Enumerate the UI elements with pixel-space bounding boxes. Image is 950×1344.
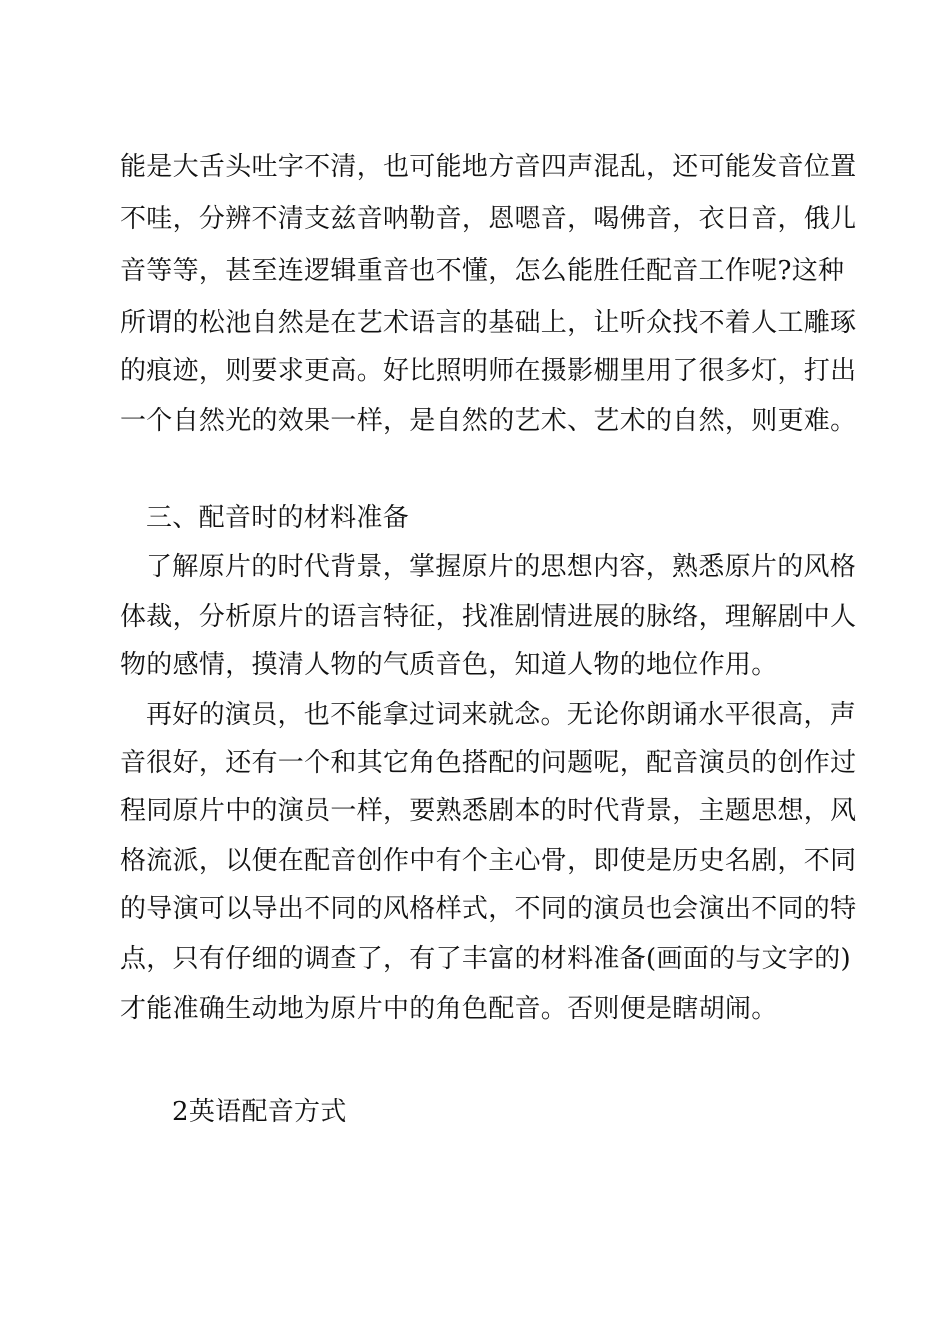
paragraph-3-line-6: 点，只有仔细的调查了，有了丰富的材料准备(画面的与文字的) bbox=[120, 944, 851, 974]
paragraph-1-line-4: 所谓的松池自然是在艺术语言的基础上，让听众找不着人工雕琢 bbox=[120, 308, 857, 338]
section-2-heading: 2英语配音方式 bbox=[172, 1097, 347, 1127]
paragraph-1-line-1: 能是大舌头吐字不清，也可能地方音四声混乱，还可能发音位置 bbox=[120, 152, 857, 182]
paragraph-1-line-2: 不哇，分辨不清支兹音呐勒音，恩嗯音，喝佛音，衣日音，俄儿 bbox=[120, 204, 857, 234]
paragraph-3-line-3: 程同原片中的演员一样，要熟悉剧本的时代背景，主题思想，风 bbox=[120, 796, 857, 826]
paragraph-3-line-2: 音很好，还有一个和其它角色搭配的问题呢，配音演员的创作过 bbox=[120, 748, 857, 778]
paragraph-1-line-6: 一个自然光的效果一样，是自然的艺术、艺术的自然，则更难。 bbox=[120, 406, 857, 436]
paragraph-1-line-5: 的痕迹，则要求更高。好比照明师在摄影棚里用了很多灯，打出 bbox=[120, 356, 857, 386]
paragraph-3-line-5: 的导演可以导出不同的风格样式，不同的演员也会演出不同的特 bbox=[120, 894, 857, 924]
paragraph-2-line-3: 物的感情，摸清人物的气质音色，知道人物的地位作用。 bbox=[120, 650, 778, 680]
paragraph-2-line-2: 体裁，分析原片的语言特征，找准剧情进展的脉络，理解剧中人 bbox=[120, 602, 857, 632]
paragraph-2-line-1: 了解原片的时代背景，掌握原片的思想内容，熟悉原片的风格 bbox=[146, 552, 857, 582]
paragraph-3-line-4: 格流派，以便在配音创作中有个主心骨，即使是历史名剧，不同 bbox=[120, 846, 857, 876]
paragraph-1-line-3: 音等等，甚至连逻辑重音也不懂，怎么能胜任配音工作呢?这种 bbox=[120, 256, 845, 286]
section-3-heading: 三、配音时的材料准备 bbox=[146, 503, 410, 533]
paragraph-3-line-7: 才能准确生动地为原片中的角色配音。否则便是瞎胡闹。 bbox=[120, 994, 778, 1024]
paragraph-3-line-1: 再好的演员，也不能拿过词来就念。无论你朗诵水平很高，声 bbox=[146, 700, 857, 730]
